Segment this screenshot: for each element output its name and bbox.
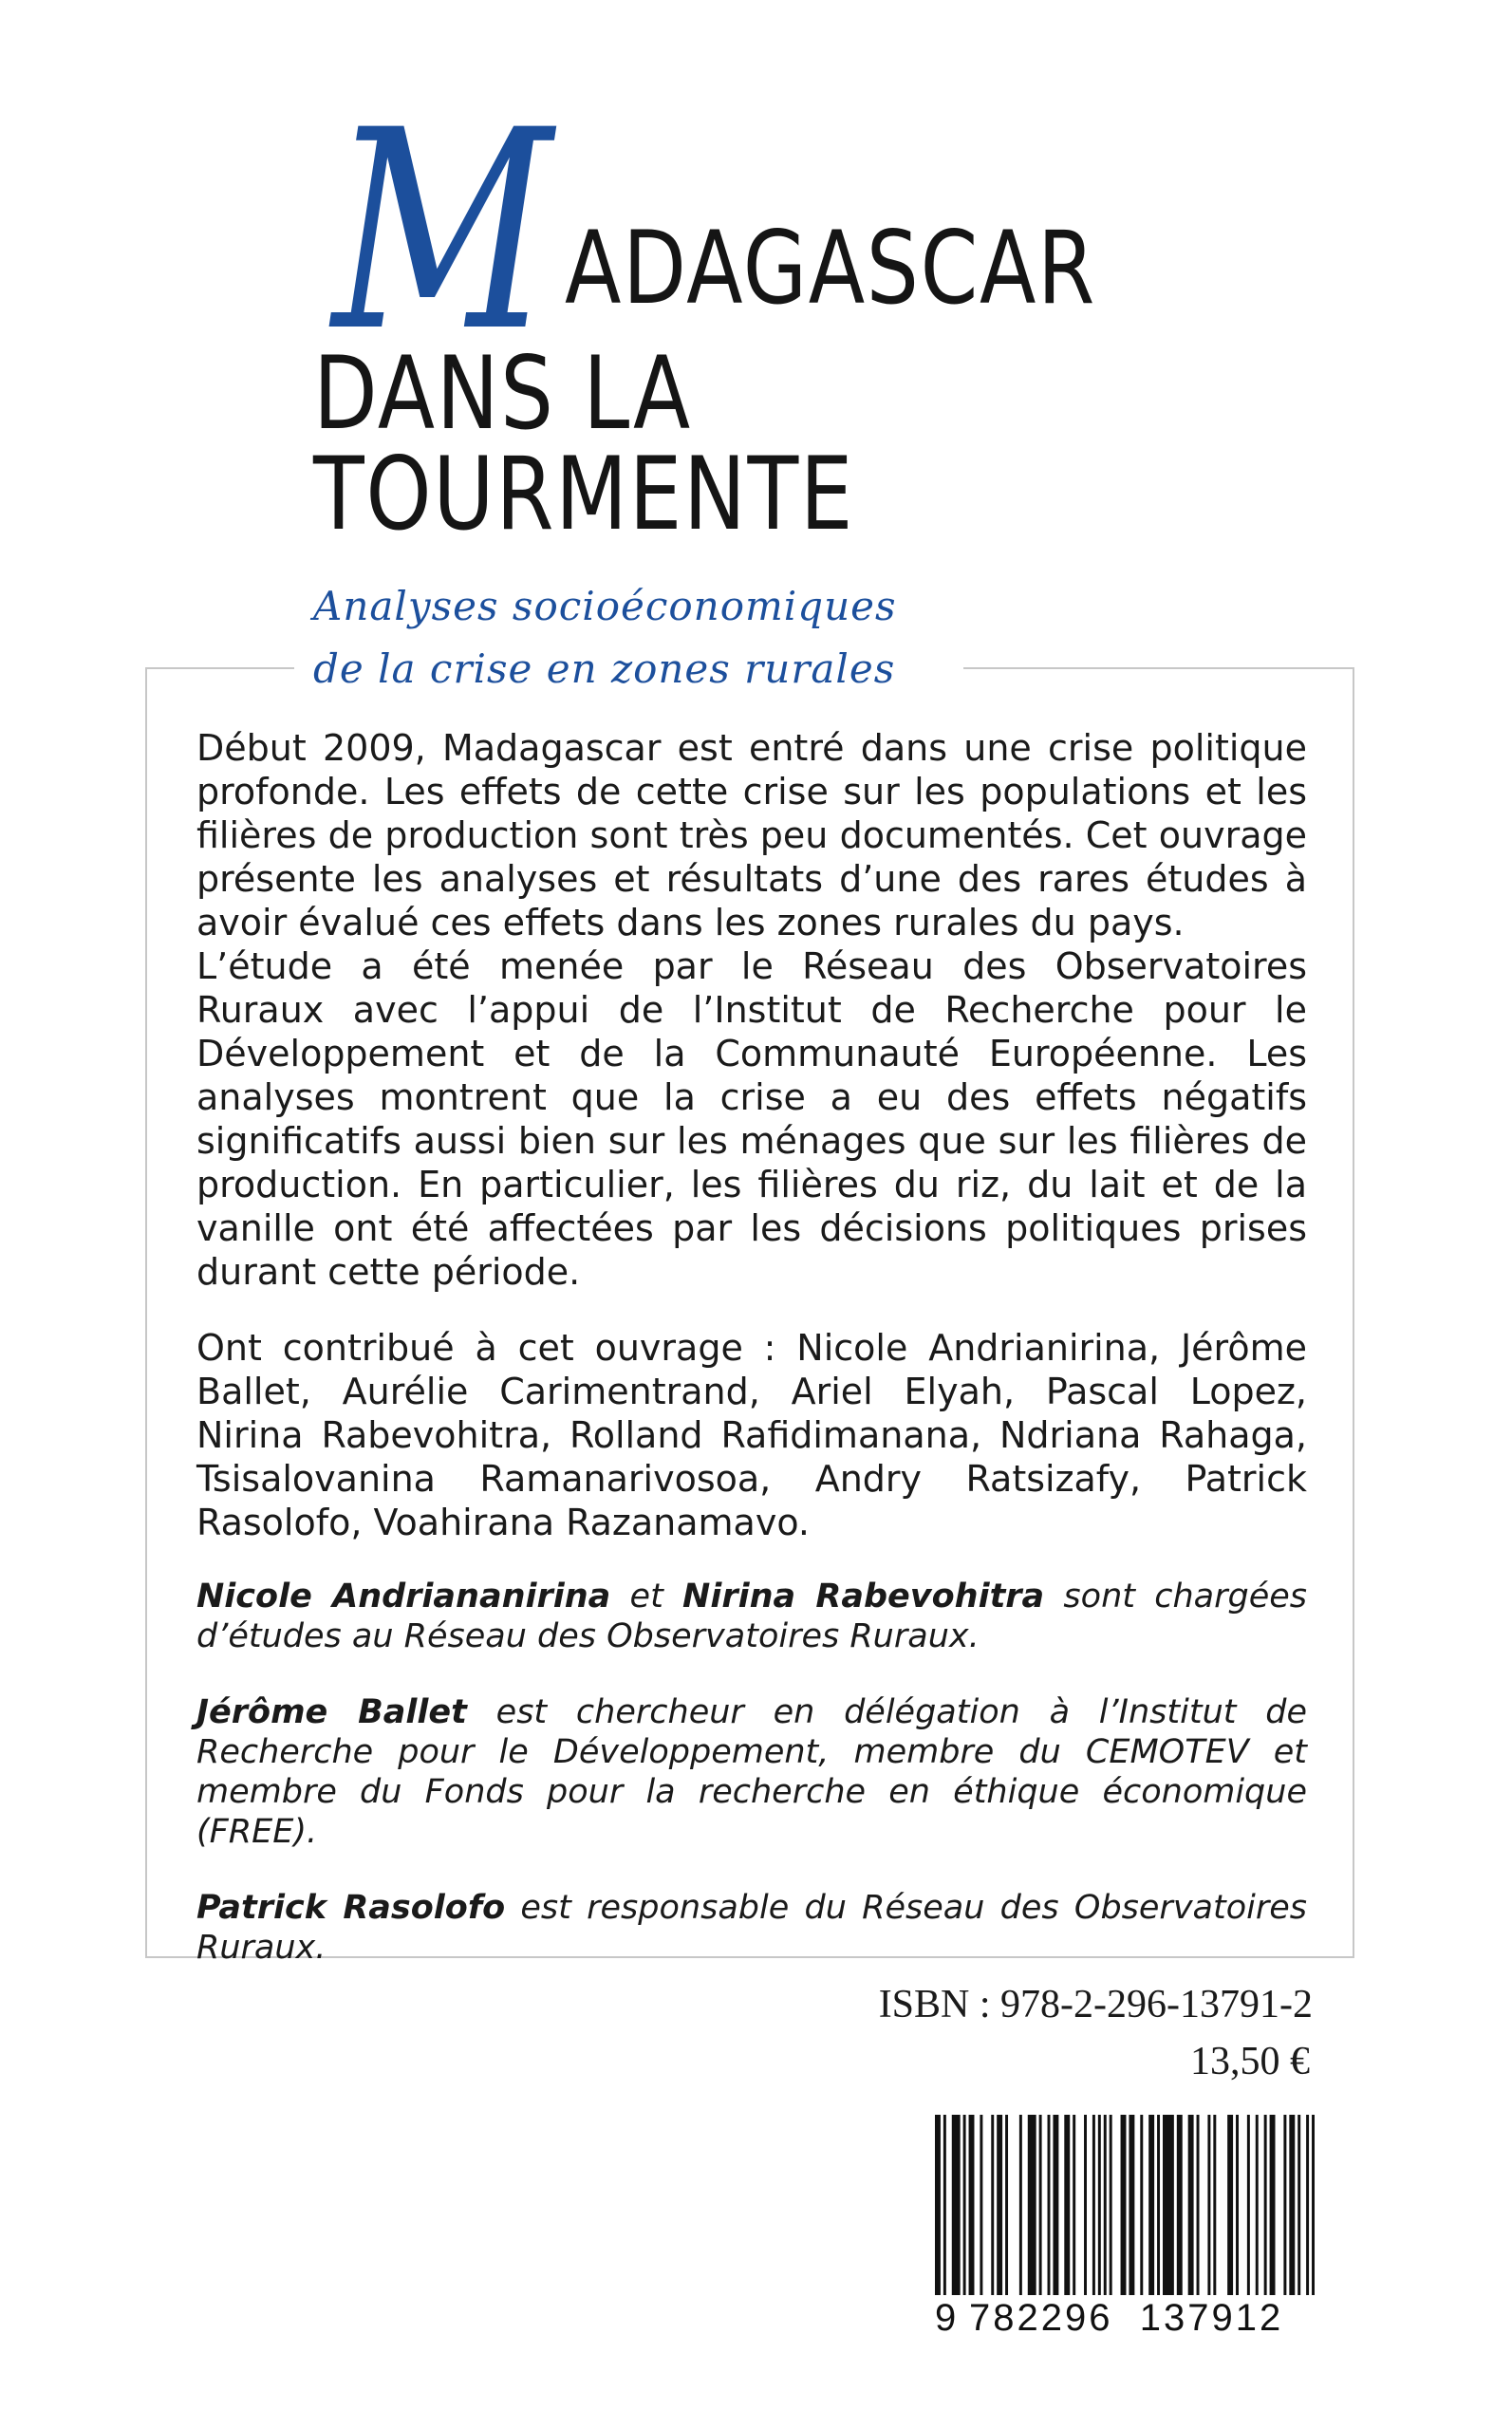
bio-connector: et — [610, 1578, 683, 1615]
subtitle — [313, 575, 978, 700]
bio-text: est responsable du Réseau des Observatoires Ruraux. — [196, 1889, 1307, 1967]
bio-andriananirina-rabevohitra — [196, 1577, 1307, 1656]
subtitle-line-1: Analyses socioéconomiques — [313, 583, 897, 629]
bio-name: Patrick Rasolofo — [196, 1889, 506, 1927]
title-line-1: ADAGASCAR — [565, 210, 1097, 327]
barcode-icon — [935, 2115, 1315, 2295]
bio-name: Jérôme Ballet — [196, 1693, 467, 1731]
bio-name: Nirina Rabevohitra — [682, 1578, 1045, 1615]
barcode-first-digit: 9 — [935, 2297, 960, 2339]
barcode-group-2: 137912 — [1139, 2297, 1284, 2339]
price: 13,50 € — [1190, 2040, 1310, 2083]
back-cover-text — [196, 726, 1307, 1968]
title-initial: M — [332, 72, 548, 392]
paragraph-study: L’étude a été menée par le Réseau des Observatoires Ruraux avec l’appui de l’Institut de Recherche pour le Développement et de la Communauté Européenne. Les analyses montrent que la crise a eu des effets négatifs significatifs aussi bien sur les ménages que sur les filières de production. En particulier, les filières du riz, du lait et de la vanille ont été affectées par les décisions politiques prises durant cette période. — [196, 945, 1307, 1293]
title-line-2: DANS LA TOURMENTE — [313, 335, 855, 552]
paragraph-intro: Début 2009, Madagascar est entré dans une crise politique profonde. Les effets de cette crise sur les populations et les filières de production sont très peu documentés. Cet ouvrage présente les analyses et résultats d’une des rares études à avoir évalué ces effets dans les zones rurales du pays. — [196, 727, 1307, 943]
bio-ballet — [196, 1692, 1307, 1852]
bio-text: sont chargées d’études au Réseau des Observatoires Ruraux. — [196, 1578, 1308, 1655]
subtitle-line-2: de la crise en zones rurales — [313, 645, 896, 692]
bio-rasolofo — [196, 1888, 1307, 1968]
paragraph-contributors: Ont contribué à cet ouvrage : Nicole Andrianirina, Jérôme Ballet, Aurélie Carimentrand, Ariel Elyah, Pascal Lopez, Nirina Rabevohitra, Rolland Rafidimanana, Ndriana Rahaga, Tsisalovanina Ramanarivosoa, Andry Ratsizafy, Patrick Rasolofo, Voahirana Razanamavo. — [196, 1327, 1307, 1543]
isbn: ISBN : 978-2-296-13791-2 — [878, 1983, 1313, 2026]
book-title — [313, 72, 1357, 552]
bio-name: Nicole Andriananirina — [196, 1578, 611, 1615]
barcode-number — [935, 2297, 1324, 2340]
bio-text: est chercheur en délégation à l’Institut de Recherche pour le Développement, membre du CEMOTEV et membre du Fonds pour la recherche en éthique économique (FREE). — [196, 1693, 1307, 1851]
barcode-group-1: 782296 — [969, 2297, 1113, 2339]
